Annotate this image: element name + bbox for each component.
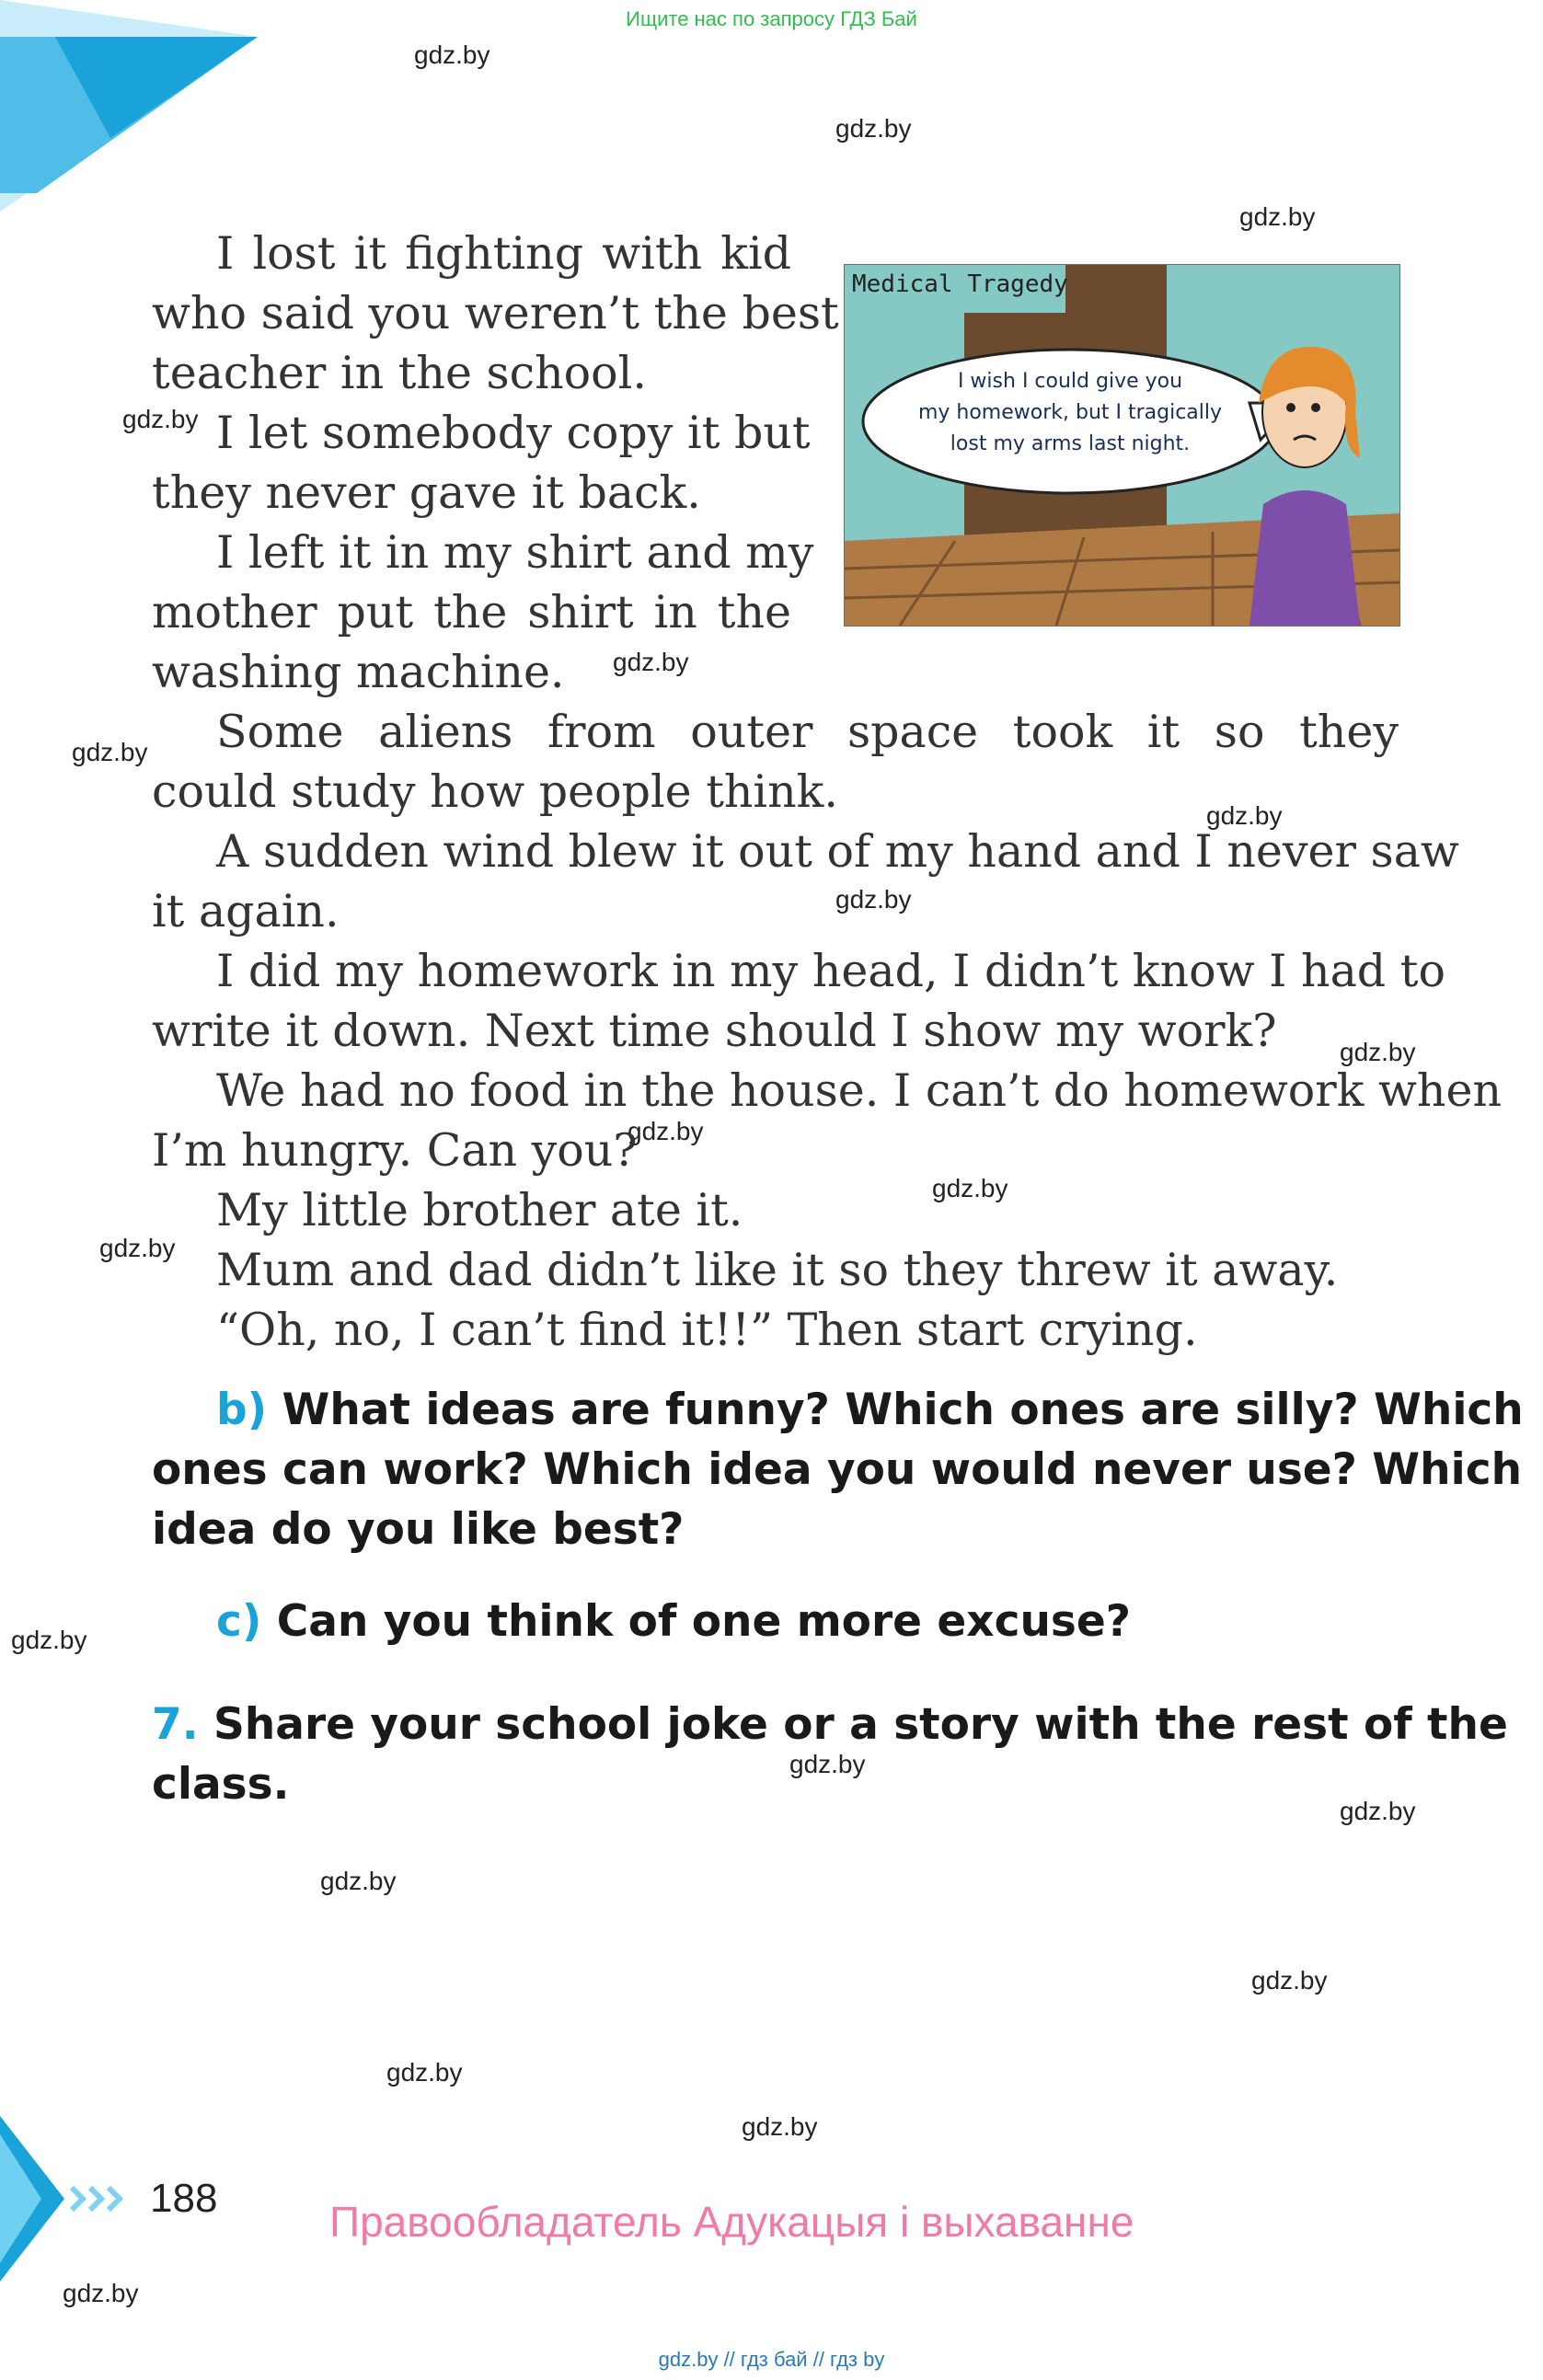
- task-c-letter: c): [216, 1596, 262, 1647]
- excuse-line: could study how people think.: [152, 765, 838, 818]
- excuse-line: “Oh, no, I can’t find it!!” Then start crying.: [216, 1304, 1198, 1356]
- comic-illustration: [844, 264, 1400, 627]
- illustration-title: Medical Tragedy: [852, 270, 1068, 298]
- excuse-line: they never gave it back.: [152, 466, 701, 519]
- excuse-line: washing machine.: [152, 646, 565, 698]
- excuse-line: I let somebody copy it but: [216, 407, 811, 459]
- watermark: gdz.by: [1340, 1797, 1416, 1825]
- speech-bubble-text: I wish I could give you my homework, but I tragically lost my arms last night.: [917, 370, 1223, 455]
- watermark: gdz.by: [320, 1867, 397, 1895]
- watermark: gdz.by: [742, 2112, 818, 2141]
- excuse-line: write it down. Next time should I show my work?: [152, 1005, 1277, 1057]
- excuse-line: I did my homework in my head, I didn’t know I had to: [216, 945, 1445, 997]
- task-b-line: b) What ideas are funny? Which ones are silly? Which: [216, 1385, 1524, 1435]
- watermark: gdz.by: [99, 1234, 176, 1262]
- search-banner[interactable]: Ищите нас по запросу ГДЗ Бай: [626, 7, 917, 30]
- bottom-links[interactable]: gdz.by // гдз бай // гдз by: [658, 2348, 885, 2371]
- watermark: gdz.by: [1239, 202, 1316, 231]
- task-b-letter: b): [216, 1385, 268, 1435]
- excuse-line: We had no food in the house. I can’t do homework when: [216, 1064, 1503, 1117]
- watermark: gdz.by: [63, 2279, 139, 2307]
- excuse-line: mother put the shirt in the: [152, 586, 791, 638]
- watermark: gdz.by: [11, 1626, 87, 1654]
- excuse-line: My little brother ate it.: [216, 1184, 743, 1236]
- excuse-line: it again.: [152, 885, 340, 937]
- excuse-line: I left it in my shirt and my: [216, 526, 814, 579]
- excuse-line: I lost it fighting with kid: [216, 227, 791, 280]
- excuse-line: Mum and dad didn’t like it so they threw it away.: [216, 1244, 1339, 1296]
- watermark: gdz.by: [1340, 1038, 1416, 1066]
- task-c: [216, 1592, 1131, 1651]
- excuse-line: I’m hungry. Can you?: [152, 1124, 638, 1177]
- watermark: gdz.by: [386, 2058, 463, 2087]
- page-arrow-decoration: [0, 2116, 147, 2282]
- watermark: gdz.by: [613, 648, 689, 676]
- excuse-line: A sudden wind blew it out of my hand and I never saw: [216, 825, 1459, 878]
- watermark: gdz.by: [1206, 801, 1283, 830]
- watermark: gdz.by: [932, 1174, 1008, 1202]
- page-number: 188: [150, 2176, 218, 2221]
- excuse-line: who said you weren’t the best: [152, 287, 839, 339]
- task-b-line: idea do you like best?: [152, 1504, 685, 1555]
- watermark: gdz.by: [122, 405, 199, 433]
- watermark: gdz.by: [789, 1750, 866, 1778]
- task-b-line: ones can work? Which idea you would never use? Which: [152, 1444, 1523, 1495]
- watermark: gdz.by: [414, 40, 490, 69]
- watermark: gdz.by: [835, 885, 912, 914]
- excuse-line: teacher in the school.: [152, 347, 647, 399]
- watermark: gdz.by: [628, 1117, 704, 1145]
- watermark: gdz.by: [835, 114, 912, 143]
- corner-decoration: [0, 0, 276, 221]
- watermark: gdz.by: [72, 738, 148, 766]
- task-c-text: Can you think of one more excuse?: [276, 1596, 1132, 1647]
- task-7-number: 7.: [152, 1699, 199, 1750]
- excuse-line: Some aliens from outer space took it so they: [216, 706, 1399, 758]
- task-7-line: 7. Share your school joke or a story with the rest of the: [152, 1699, 1508, 1750]
- watermark: gdz.by: [1251, 1966, 1328, 1995]
- copyright-owner: Правообладатель Адукацыя і выхаванне: [329, 2198, 1134, 2246]
- task-7-line: class.: [152, 1759, 290, 1810]
